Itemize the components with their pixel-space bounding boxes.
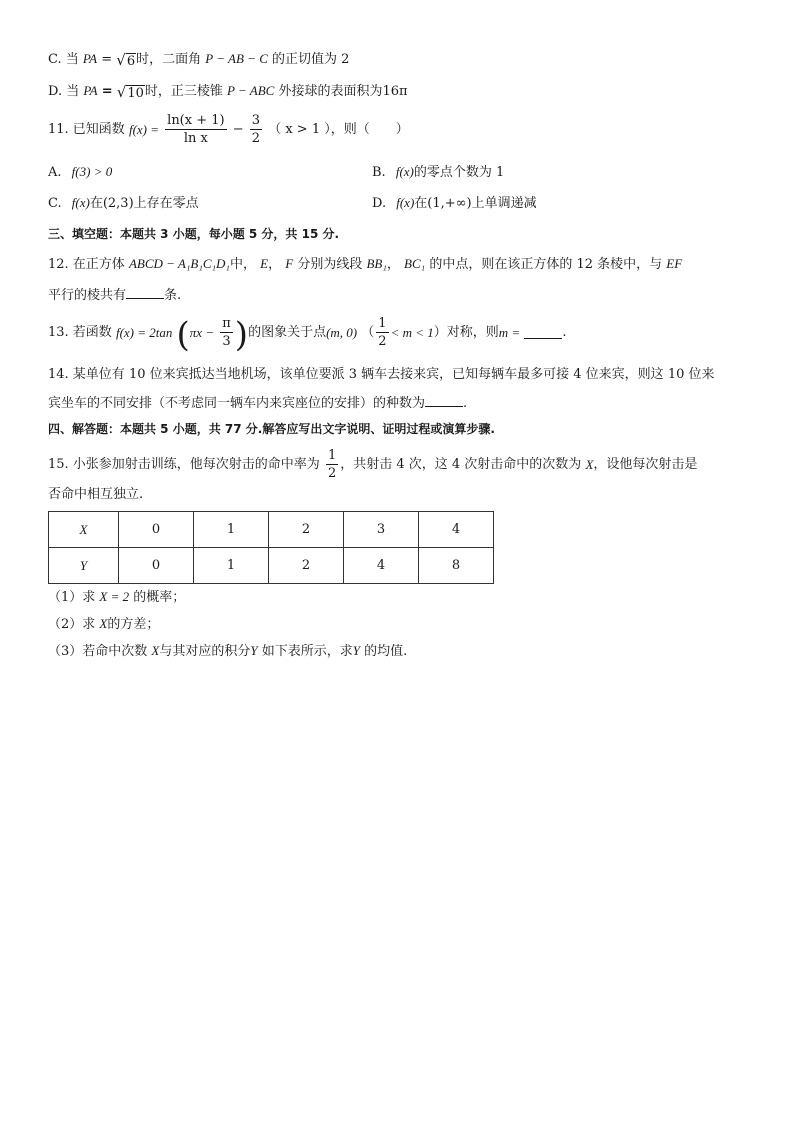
section-heading-fill-in: 三、填空题：本题共 3 小题，每小题 5 分，共 15 分. xyxy=(48,227,340,241)
text-span: 宾坐车的不同安排（不考虑同一辆车内来宾座位的安排）的种数为 xyxy=(48,396,426,411)
text-span: ， xyxy=(386,257,400,272)
text-span: （ x > 1 ），则（ ） xyxy=(268,122,409,137)
table-cell: 1 xyxy=(194,512,269,548)
q10-option-c xyxy=(48,52,349,68)
math-ef: EF xyxy=(666,256,683,271)
sqrt-expr: √ 10 xyxy=(116,83,144,101)
question-number: 11. 已知函数 xyxy=(48,122,125,137)
section-heading-solve: 四、解答题：本题共 5 小题，共 77 分.解答应写出文字说明、证明过程或演算步骤. xyxy=(48,422,495,436)
table-cell: 3 xyxy=(344,512,419,548)
table-cell: 2 xyxy=(269,512,344,548)
math-inner: πx − xyxy=(189,325,215,340)
text-span: （1）求 xyxy=(48,590,96,605)
text-span: 的正切值为 2 xyxy=(272,52,350,67)
math-pa: PA xyxy=(82,51,98,66)
option-label: D. xyxy=(372,196,387,211)
table-header-cell: Y xyxy=(49,548,119,584)
text-span: 与其对应的积分 xyxy=(159,644,251,659)
math-bc1: BC₁ xyxy=(404,256,426,271)
text-span: 的均值. xyxy=(364,644,408,659)
text-span: 的方差； xyxy=(107,617,160,632)
table-cell: 2 xyxy=(269,548,344,584)
math-angle: P − AB − C xyxy=(205,51,268,66)
q14-line2 xyxy=(48,395,467,410)
answer-blank[interactable] xyxy=(425,395,463,407)
math-eq: = xyxy=(101,84,113,99)
score-table xyxy=(48,511,494,584)
fraction-denominator: 2 xyxy=(251,131,261,146)
math-interval: (1,+∞) xyxy=(427,196,472,211)
q15-part1 xyxy=(48,590,185,604)
fraction-numerator: π xyxy=(222,316,231,331)
fraction-denominator: ln x xyxy=(183,131,208,146)
math-x: X xyxy=(585,457,594,472)
text-span: . xyxy=(562,325,567,340)
text-span: 的图象关于点 xyxy=(248,325,327,340)
text-span: 的概率； xyxy=(133,590,186,605)
text-span: 如下表所示，求 xyxy=(261,644,353,659)
math-fx: f(x) = 2tan xyxy=(115,325,173,340)
table-cell: 0 xyxy=(119,548,194,584)
text-span: ，设他每次射击是 xyxy=(593,457,698,472)
math-bb1: BB₁ xyxy=(366,256,387,271)
fraction-denominator: 2 xyxy=(378,334,387,349)
math-expr: f(x) xyxy=(396,195,415,210)
math-expr: f(x) xyxy=(71,195,90,210)
question-number: 12. 在正方体 xyxy=(48,257,125,272)
math-expr: X = 2 xyxy=(99,589,130,604)
fraction-numerator: ln(x + 1) xyxy=(167,113,225,128)
math-cond: < m < 1 xyxy=(390,325,434,340)
table-cell: 0 xyxy=(119,512,194,548)
text-span: 分别为线段 xyxy=(297,257,363,272)
table-row xyxy=(49,548,494,584)
text-span: 上单调递减 xyxy=(471,196,537,211)
q14-line1: 14. 某单位有 10 位来宾抵达当地机场，该单位要派 3 辆车去接来宾，已知每辆车最多可接 4 位来宾，则这 10 位来 xyxy=(48,367,715,382)
text-span: ， xyxy=(268,257,282,272)
q15-part2 xyxy=(48,617,159,631)
paren-open: ( xyxy=(176,315,190,355)
math-x: X xyxy=(151,643,160,658)
fraction xyxy=(376,317,388,348)
math-pa: PA xyxy=(83,83,98,98)
radicand: 10 xyxy=(127,86,144,101)
q11-stem xyxy=(48,114,409,145)
text-span: 中， xyxy=(229,257,256,272)
text-span: （3）若命中次数 xyxy=(48,644,148,659)
q15-part3 xyxy=(48,644,407,658)
math-cube: ABCD − A₁B₁C₁D₁ xyxy=(128,256,230,271)
answer-blank[interactable] xyxy=(126,287,164,299)
q11-option-b xyxy=(372,165,504,179)
math-e: E xyxy=(260,256,269,271)
option-label: C. xyxy=(48,196,62,211)
q11-option-a xyxy=(48,165,112,179)
math-x: X xyxy=(99,616,108,631)
text-span: 上存在零点 xyxy=(133,196,199,211)
math-y: Y xyxy=(250,643,258,658)
math-m: m = xyxy=(498,325,521,340)
sqrt-expr: √ 6 xyxy=(116,51,136,69)
text-span: （2）求 xyxy=(48,617,96,632)
math-expr: f(3) > 0 xyxy=(71,164,113,179)
text-span: 的中点，则在该正方体的 12 条棱中，与 xyxy=(429,257,663,272)
fraction-denominator: 3 xyxy=(222,334,231,349)
table-row xyxy=(49,512,494,548)
math-fx: f(x) = xyxy=(128,122,160,137)
math-expr: f(x) xyxy=(395,164,414,179)
fraction-numerator: 3 xyxy=(251,113,261,128)
q12-line2 xyxy=(48,287,181,302)
answer-blank[interactable] xyxy=(524,327,562,339)
table-header-cell: X xyxy=(49,512,119,548)
fraction xyxy=(326,449,338,480)
text-span: ）对称，则 xyxy=(433,325,499,340)
text-span: 平行的棱共有 xyxy=(48,288,127,303)
table-cell: 4 xyxy=(419,512,494,548)
q11-option-d xyxy=(372,196,537,210)
table-cell: 4 xyxy=(344,548,419,584)
text-span: 时，正三棱锥 xyxy=(144,84,223,99)
text-span: 的零点个数为 1 xyxy=(413,165,505,180)
math-point: (m, 0) xyxy=(326,325,358,340)
math-y: Y xyxy=(352,643,361,658)
text-span: 外接球的表面积为16π xyxy=(278,84,408,99)
math-interval: (2,3) xyxy=(102,196,134,211)
option-label: B. xyxy=(372,165,386,180)
math-f: F xyxy=(285,256,294,271)
math-minus: − xyxy=(232,122,244,137)
fraction-numerator: 1 xyxy=(327,448,337,463)
option-label: D. 当 xyxy=(48,84,80,99)
text-span: 条. xyxy=(164,288,182,303)
fraction-denominator: 2 xyxy=(327,466,337,481)
q11-option-c xyxy=(48,196,199,210)
q15-line2: 否命中相互独立. xyxy=(48,487,144,502)
text-span: （ xyxy=(361,325,375,340)
fraction xyxy=(250,114,262,145)
table-cell: 8 xyxy=(419,548,494,584)
table-cell: 1 xyxy=(194,548,269,584)
fraction xyxy=(165,114,226,145)
q12-line1 xyxy=(48,257,682,271)
q13-stem xyxy=(48,315,567,355)
option-label: A. xyxy=(48,165,62,180)
text-span: . xyxy=(463,396,468,411)
q15-line1 xyxy=(48,449,697,480)
text-span: 时，二面角 xyxy=(136,52,202,67)
paren-close: ) xyxy=(234,315,249,355)
option-label: C. 当 xyxy=(48,52,79,67)
question-number: 13. 若函数 xyxy=(48,325,112,340)
text-span: ，共射击 4 次，这 4 次射击命中的次数为 xyxy=(340,457,582,472)
radicand: 6 xyxy=(126,54,136,69)
fraction-numerator: 1 xyxy=(378,316,387,331)
question-number: 15. 小张参加射击训练，他每次射击的命中率为 xyxy=(48,457,320,472)
math-solid: P − ABC xyxy=(227,83,275,98)
text-span: 在 xyxy=(414,196,428,211)
q10-option-d xyxy=(48,84,408,100)
fraction xyxy=(220,317,233,348)
text-span: 在 xyxy=(89,196,103,211)
math-eq: = xyxy=(101,52,113,67)
